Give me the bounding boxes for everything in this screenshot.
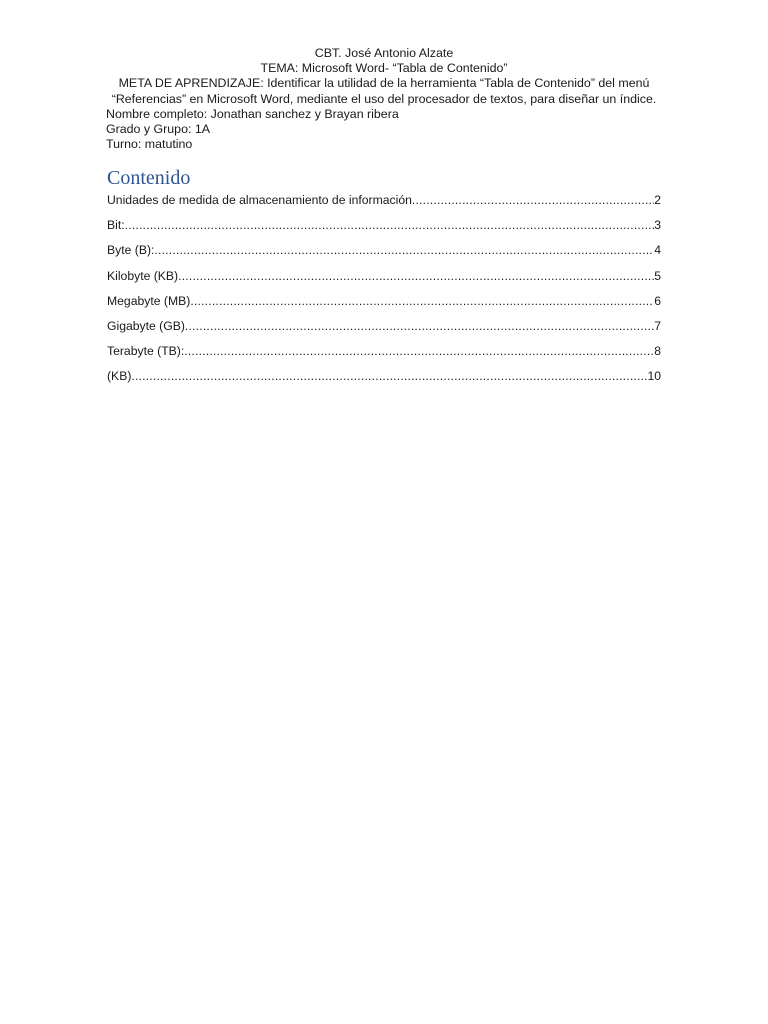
toc-leader-dots: [178, 267, 654, 285]
toc-heading: Contenido: [107, 167, 191, 189]
toc-entry[interactable]: [107, 267, 661, 292]
toc-entry-title: (KB): [107, 369, 132, 384]
toc-leader-dots: [131, 367, 647, 385]
toc-entry-page: 5: [654, 268, 661, 283]
table-of-contents: [107, 191, 661, 393]
toc-entry[interactable]: [107, 241, 661, 266]
toc-entry-page: 3: [654, 218, 661, 233]
document-header: [106, 46, 662, 152]
school-name: CBT. José Antonio Alzate: [314, 46, 454, 60]
toc-entry-title: Terabyte (TB):: [107, 344, 185, 359]
toc-entry[interactable]: [107, 342, 661, 367]
toc-entry-title: Unidades de medida de almacenamiento de información: [107, 193, 412, 207]
toc-entry-page: 6: [654, 293, 661, 308]
toc-entry-title: Kilobyte (KB): [107, 268, 179, 283]
toc-entry[interactable]: [107, 367, 661, 392]
toc-leader-dots: [154, 241, 654, 259]
toc-entry-title: Bit:: [107, 218, 125, 233]
toc-leader-dots: [190, 292, 654, 310]
toc-leader-dots: [184, 342, 654, 360]
toc-leader-dots: [185, 317, 654, 335]
toc-entry[interactable]: [107, 216, 661, 241]
shift: Turno: matutino: [106, 137, 193, 152]
toc-entry[interactable]: [107, 317, 661, 342]
toc-entry-title: Gigabyte (GB): [107, 318, 185, 333]
toc-entry[interactable]: [107, 191, 661, 216]
toc-entry[interactable]: [107, 292, 661, 317]
toc-leader-dots: [412, 191, 654, 209]
grade-group: Grado y Grupo: 1A: [106, 122, 210, 137]
toc-entry-page: 8: [654, 344, 661, 359]
toc-entry-page: 10: [647, 369, 661, 384]
learning-goal-line-1: META DE APRENDIZAJE: Identificar la utilidad de la herramienta “Tabla de Contenido” del menú: [118, 76, 650, 91]
student-names: Nombre completo: Jonathan sanchez y Brayan ribera: [106, 106, 399, 121]
topic-line: TEMA: Microsoft Word- “Tabla de Contenido”: [260, 61, 508, 76]
toc-entry-page: 7: [654, 318, 661, 333]
toc-entry-title: Byte (B):: [107, 243, 155, 258]
learning-goal-line-2: “Referencias” en Microsoft Word, mediante el uso del procesador de textos, para diseñar un índice.: [111, 91, 657, 106]
toc-entry-page: 4: [654, 243, 661, 258]
toc-entry-page: 2: [654, 193, 661, 207]
toc-leader-dots: [125, 216, 655, 234]
toc-entry-title: Megabyte (MB): [107, 293, 191, 308]
